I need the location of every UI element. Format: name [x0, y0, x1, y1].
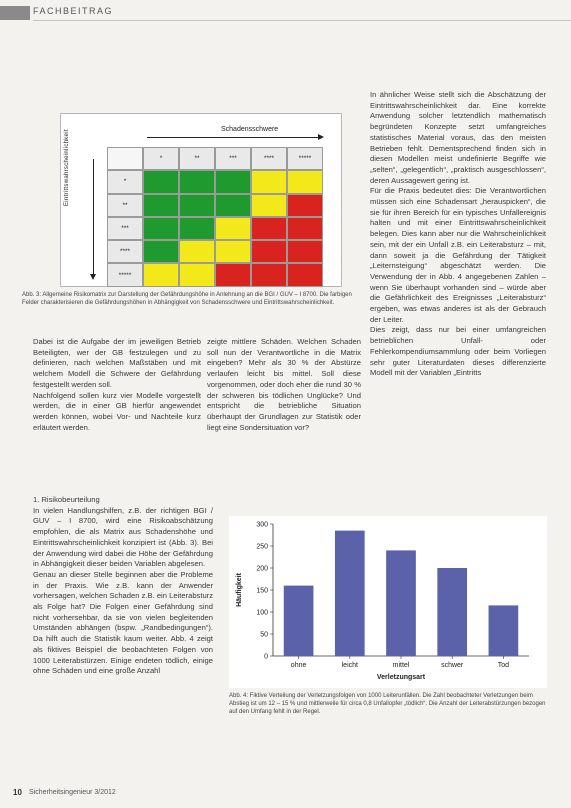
risk-matrix-figure: [60, 113, 342, 287]
right-column-top: [370, 90, 546, 379]
matrix-column-header: ***: [215, 147, 251, 170]
matrix-cell-red: [215, 263, 251, 286]
publication-name: Sicherheitsingenieur 3/2012: [29, 789, 116, 796]
paragraph: Nachfolgend sollen kurz vier Modelle vorgestellt werden, die in einer GB hierfür angewendet werden können, wobei Vor- und Nachteile kurz erläutert werden.: [33, 390, 201, 432]
matrix-cell-red: [251, 263, 287, 286]
page-header: [0, 0, 571, 22]
matrix-cell-yellow: [179, 263, 215, 286]
matrix-corner-cell: [107, 147, 143, 170]
y-tick-label: 100: [256, 609, 268, 617]
matrix-cell-green: [215, 194, 251, 217]
matrix-cell-green: [143, 194, 179, 217]
matrix-cell-red: [287, 217, 323, 240]
header-bar: [0, 6, 30, 20]
y-tick-label: 0: [264, 653, 268, 661]
section-heading: 1. Risikobeurteilung: [33, 495, 100, 504]
y-tick-label: 150: [256, 587, 268, 595]
x-tick-label: mittel: [392, 662, 410, 669]
matrix-top-arrow: [147, 137, 321, 138]
lower-left-column: [33, 495, 213, 677]
matrix-row-header: ****: [107, 240, 143, 263]
paragraph: In vielen Handlungshilfen, z.B. der richtigen BGI / GUV – I 8700, wird eine Risikoabschätzung empfohlen, die als Matrix aus Schadenshöhe und Eintrittswahrscheinlichkeit konzipiert ist (Abb. 3). Bei der Anwendung wird dabei die Höhe der Gefährdung in Abhängigkeit dieser beiden Variablen abgelesen.: [33, 505, 213, 569]
y-tick-label: 200: [256, 565, 268, 573]
matrix-side-arrow: [93, 159, 94, 277]
matrix-column-header: *****: [287, 147, 323, 170]
matrix-cell-red: [287, 263, 323, 286]
section-label: FACHBEITRAG: [33, 6, 114, 16]
bar-chart: [229, 516, 547, 688]
matrix-side-label: Eintrittswahrscheinlichkeit: [64, 129, 70, 206]
matrix-cell-green: [143, 170, 179, 193]
matrix-column-header: **: [179, 147, 215, 170]
matrix-column-header: *: [143, 147, 179, 170]
bar-chart-figure: [229, 516, 547, 688]
matrix-row-header: *****: [107, 263, 143, 286]
page-number: 10: [13, 788, 22, 797]
matrix-cell-green: [179, 194, 215, 217]
matrix-row-header: ***: [107, 217, 143, 240]
matrix-cell-yellow: [143, 263, 179, 286]
matrix-cell-yellow: [287, 170, 323, 193]
matrix-cell-yellow: [251, 194, 287, 217]
paragraph: Dies zeigt, dass nur bei einer umfangreichen betrieblichen Unfall- oder Fehlerkompendiumsammlung oder beim Vorliegen sehr guter Literaturdaten dieses differenzierte Modell mit der Variablen „Eintritts: [370, 325, 546, 378]
matrix-cell-yellow: [215, 240, 251, 263]
page-footer: [0, 786, 571, 808]
risk-matrix-grid: [107, 147, 323, 287]
y-axis-title: Häufigkeit: [236, 573, 243, 607]
matrix-cell-green: [143, 240, 179, 263]
matrix-caption: Abb. 3: Allgemeine Risikomatrix zur Darstellung der Gefährdungshöhe in Anlehnung an die BGI / GUV – I 8700. Die farbigen Felder charakterisieren die Gefährdungshöhen in Abhängigkeit von Schadensschwere und Eintrittswahrscheinlichkeit.: [22, 292, 352, 307]
matrix-cell-red: [251, 217, 287, 240]
bar: [437, 568, 467, 656]
header-rule: [33, 20, 571, 21]
paragraph: Genau an dieser Stelle beginnen aber die Probleme in der Praxis. Wie z.B. kann der Anwender vorhersagen, welchen Schaden z.B. ein Leiterabsturz als Folge hat? Die Folgen einer Gefährdung sind nicht vorhersehbar, da sie von vielen begleitenden Umständen abhängen (bspw. „Randbedingungen“). Da hilft auch die Statistik kaum weiter. Abb. 4 zeigt als fiktives Beispiel die beobachteten Folgen von 1000 Leiterabstürzen. Einige endeten tödlich, einige ohne Schäden und eine große Anzahl: [33, 569, 213, 676]
bar: [335, 531, 365, 656]
mid-right-column: [207, 337, 361, 433]
matrix-cell-red: [251, 240, 287, 263]
x-tick-label: ohne: [290, 662, 307, 669]
matrix-cell-green: [143, 217, 179, 240]
bar: [386, 550, 416, 656]
matrix-cell-yellow: [179, 240, 215, 263]
bar: [284, 586, 314, 656]
matrix-cell-yellow: [251, 170, 287, 193]
y-tick-label: 300: [256, 521, 268, 529]
matrix-cell-green: [215, 170, 251, 193]
paragraph: Für die Praxis bedeutet dies: Die Verantwortlichen müssen sich eine Schadensart „herauspicken“, die sie für ihren Bereich für ein typisches Unfallereignis halten und mit einer Eintrittswahrscheinlichkeit belegen. Dies kann aber nur die Wahrscheinlichkeit sein, mit der ein Unfall z.B. ein Leiterabsturz – mit, dann soweit ja die Gefährdung der Tätigkeit „Leiternsteigung“ abgeschätzt werden. Die Verwendung der in Abb. 4 angegebenen Zahlen – wenn Sie überhaupt vorhanden sind – würde aber die Gefährlichkeit des Ereignisses „Leiterabsturz“ ergeben, was etwas anderes ist als der Gebrauch der Leiter.: [370, 186, 546, 324]
matrix-cell-yellow: [215, 217, 251, 240]
x-tick-label: Tod: [497, 662, 510, 669]
bar: [489, 605, 519, 656]
matrix-cell-red: [287, 240, 323, 263]
matrix-row-header: **: [107, 194, 143, 217]
matrix-row-header: *: [107, 170, 143, 193]
x-tick-label: leicht: [341, 662, 358, 669]
mid-left-column: [33, 337, 201, 433]
matrix-cell-green: [179, 217, 215, 240]
x-axis-title: Verletzungsart: [376, 674, 426, 681]
paragraph: In ähnlicher Weise stellt sich die Abschätzung der Eintrittswahrscheinlichkeit dar. Eine korrekte Anwendung solcher letztendlich mathematisch begründeten Konzepte setzt umfangreiches statistisches Material voraus, das den meisten Betrieben fehlt. Dementsprechend finden sich in diesen Modellen meist undefinierte Begriffe wie „selten“, „gelegentlich“, „praktisch ausgeschlossen“, deren Aussagewert gering ist.: [370, 90, 546, 185]
chart-caption: Abb. 4: Fiktive Verteilung der Verletzungsfolgen von 1000 Leiterunfällen. Die Zahl beobachteter Verletzungen beim Abstieg ist um 12 – 15 % und mittlerweile für circa 0,8 Unfallopfer „tödlich“. Die Anzahl der Leiterabstürzungen bezogen auf den Umfang fehlt in der Regel.: [229, 693, 546, 716]
matrix-cell-red: [287, 194, 323, 217]
y-tick-label: 50: [260, 631, 268, 639]
matrix-cell-green: [179, 170, 215, 193]
paragraph: Dabei ist die Aufgabe der im jeweiligen Betrieb Beteiligten, wer der GB festzulegen und zu definieren, nach welchen Maßstäben und mit welchem Modell die Schwere der Gefährdung festgestellt werden soll.: [33, 337, 201, 389]
matrix-top-label: Schadensschwere: [221, 126, 279, 133]
matrix-column-header: ****: [251, 147, 287, 170]
y-tick-label: 250: [256, 543, 268, 551]
paragraph: zeigte mittlere Schäden. Welchen Schaden soll nun der Verantwortliche in die Matrix eingeben? Mehr als 30 % der Abstürze verlaufen leicht bis mittel. Soll diese vorgenommen, oder doch eher die rund 30 % der schweren bis tödlichen Unglücke? Und entspricht die betriebliche Situation überhaupt der Grundlagen zur Statistik oder liegt eine Sondersituation vor?: [207, 337, 361, 432]
x-tick-label: schwer: [441, 662, 464, 669]
